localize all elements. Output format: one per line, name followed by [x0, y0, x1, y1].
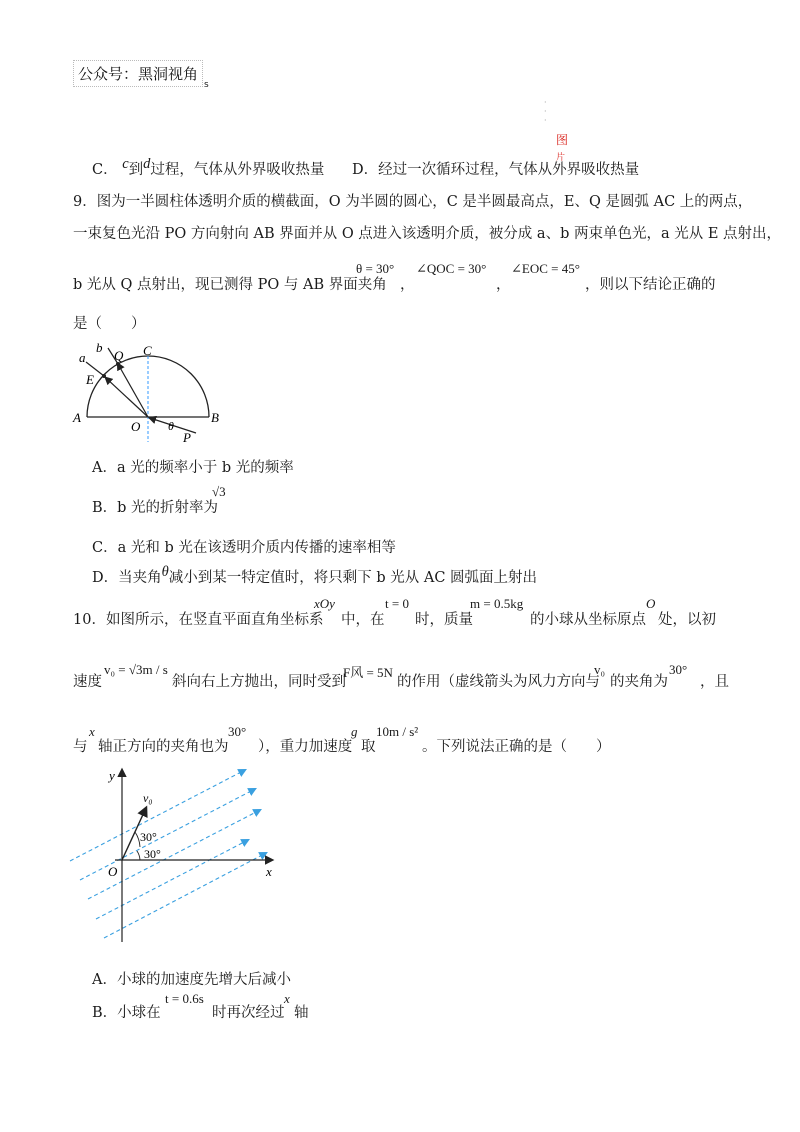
label-y: y: [109, 768, 115, 783]
q10-x-axis-ref: x: [89, 724, 95, 739]
q10-line-3-e: 。下列说法正确的是（ ）: [422, 739, 611, 755]
stamp-dots: · · ·: [544, 98, 547, 125]
q9-eq-qoc: ∠QOC = 30°: [416, 261, 487, 276]
point-e: [102, 374, 106, 378]
q10-option-b-end: 轴: [294, 1005, 309, 1021]
label-v0: v₀: [143, 791, 153, 805]
wind-line-2: [80, 789, 255, 880]
q10-line-3-a: 与: [73, 739, 88, 755]
label-angle-2: 30°: [144, 847, 161, 861]
q9-option-a: A．a 光的频率小于 b 光的频率: [92, 460, 294, 476]
q10-angle-2: 30°: [228, 724, 247, 739]
q8-option-c: C． c到d过程，气体从外界吸收热量: [92, 156, 325, 178]
q10-option-a: A．小球的加速度先增大后减小: [92, 972, 291, 988]
q10-line-1-c: 时，质量: [415, 612, 473, 628]
q10-origin-o: O: [646, 596, 656, 611]
q10-line-1-b: 中，在: [341, 612, 385, 628]
q9-line-1: 9．图为一半圆柱体透明介质的横截面，O 为半圆的圆心，C 是半圆最高点，E、Q 是圆弧 AC 上的两点，: [73, 194, 753, 210]
wind-line-3: [88, 810, 260, 899]
label-e: E: [86, 372, 94, 387]
q10-figure: [60, 762, 300, 948]
q9-eq-theta: θ = 30°: [356, 261, 395, 276]
label-b-point: B: [211, 410, 219, 425]
q9-figure: [70, 338, 230, 450]
q10-line-1-d: 的小球从坐标原点: [530, 612, 646, 628]
label-a: a: [79, 350, 86, 365]
q9-option-b-value: √3: [212, 484, 226, 499]
q10-g-value: 10m / s²: [376, 724, 419, 739]
label-a-point: A: [73, 410, 81, 425]
q9-option-c: C．a 光和 b 光在该透明介质内传播的速率相等: [92, 540, 396, 556]
angle-arc-2: [137, 851, 140, 860]
q9-line-2: 一束复色光沿 PO 方向射向 AB 界面并从 O 点进入该透明介质，被分成 a、b 两束单色光，a 光从 E 点射出，: [73, 226, 782, 242]
q10-angle-1: 30°: [669, 662, 688, 677]
q10-mass: m = 0.5kg: [470, 596, 524, 611]
q10-line-3-c: ），重力加速度: [258, 739, 353, 755]
q10-g: g: [351, 724, 358, 739]
q10-option-b-time: t = 0.6s: [165, 991, 204, 1006]
q9-comma-1: ，: [400, 277, 415, 293]
q10-line-2-c: 的作用（虚线箭头为风力方向与: [397, 674, 600, 690]
stamp-char-1: 图: [556, 133, 569, 147]
q10-option-b-x: x: [284, 991, 290, 1006]
wind-line-4: [96, 840, 248, 919]
q10-v0-ref: v₀: [594, 662, 606, 677]
q10-line-3-b: 轴正方向的夹角也为: [98, 739, 229, 755]
q9-comma-2: ，: [496, 277, 511, 293]
label-c: C: [143, 343, 152, 358]
ray-to-e: [106, 378, 148, 417]
q10-t0: t = 0: [385, 596, 409, 611]
q10-wind-force: F风 = 5N: [343, 665, 393, 680]
q9-line-3: b 光从 Q 点射出，现已测得 PO 与 AB 界面夹角: [73, 277, 387, 293]
q9-eq-eoc: ∠EOC = 45°: [511, 261, 580, 276]
q10-line-1-a: 10．如图所示，在竖直平面直角坐标系: [73, 612, 324, 628]
q10-line-2-b: 斜向右上方抛出，同时受到: [172, 674, 346, 690]
q10-line-2-e: ，且: [700, 674, 729, 690]
q10-option-b: B．小球在: [92, 1005, 161, 1021]
q10-option-b-mid: 时再次经过: [212, 1005, 285, 1021]
label-p: P: [183, 430, 191, 445]
q10-v0-eq: v₀ = √3m / s: [104, 662, 168, 677]
watermark: [73, 60, 203, 87]
label-o: O: [108, 864, 118, 879]
label-o: O: [131, 419, 141, 434]
label-theta: θ: [168, 419, 174, 433]
label-angle-1: 30°: [140, 830, 157, 844]
q9-line-4: 是（ ）: [73, 316, 146, 332]
wind-line-5: [104, 853, 266, 938]
label-b: b: [96, 340, 103, 355]
q8-option-d: D．经过一次循环过程，气体从外界吸收热量: [352, 162, 640, 178]
q10-line-3-d: 取: [361, 739, 376, 755]
watermark-text: 公众号：黑洞视角: [78, 65, 199, 83]
q9-option-b: B．b 光的折射率为: [92, 500, 219, 516]
q9-line-3-end: ，则以下结论正确的: [585, 277, 716, 293]
q10-line-2-d: 的夹角为: [610, 674, 668, 690]
q10-xoy: xOy: [314, 596, 335, 611]
q10-line-1-e: 处，以初: [658, 612, 716, 628]
label-q: Q: [114, 348, 124, 363]
label-x: x: [266, 864, 272, 879]
stamp-char-2: 片: [556, 153, 566, 163]
q10-line-2-a: 速度: [73, 674, 102, 690]
ray-to-q: [118, 364, 148, 417]
watermark-subscript: s: [204, 80, 209, 90]
q9-option-d: D．当夹角θ减小到某一特定值时，将只剩下 b 光从 AC 圆弧面上射出: [92, 564, 538, 586]
